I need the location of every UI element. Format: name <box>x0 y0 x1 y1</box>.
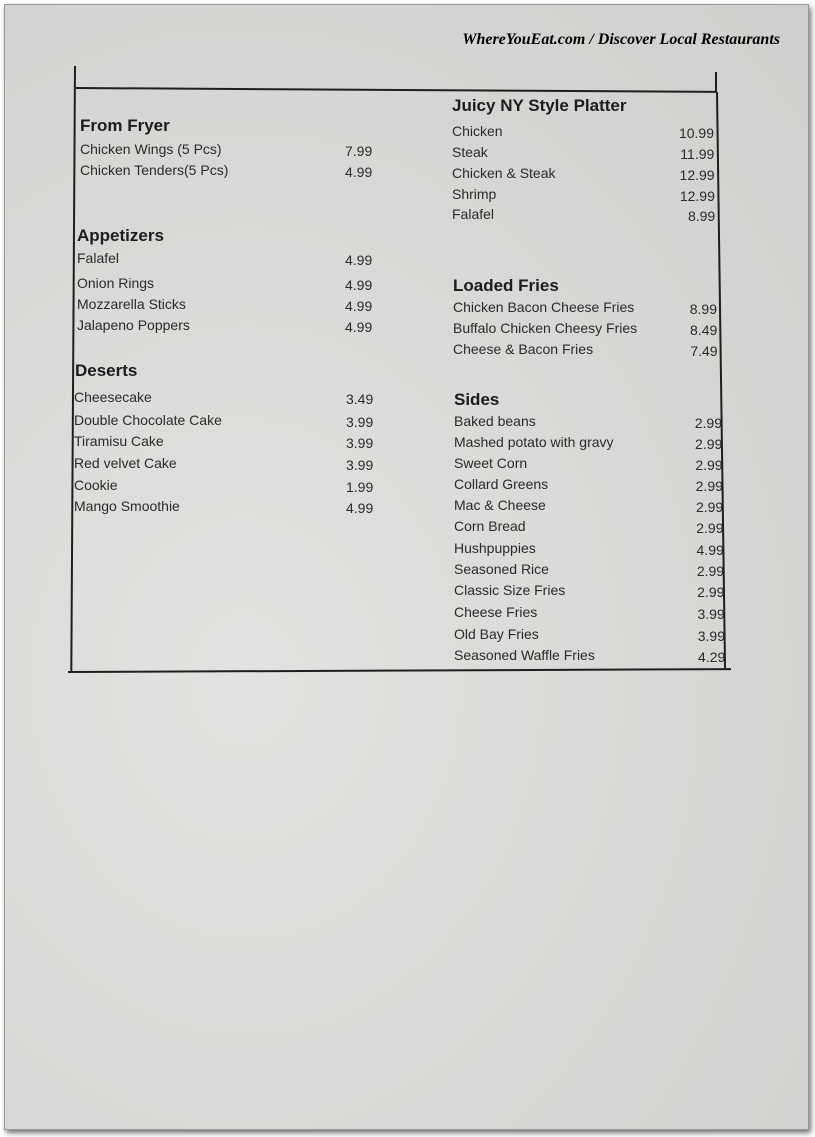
menu-item-name: Cheesecake <box>74 389 152 405</box>
menu-item-name: Red velvet Cake <box>74 455 177 471</box>
menu-item-price: 2.99 <box>695 499 724 515</box>
menu-item-price: 4.99 <box>696 542 724 558</box>
menu-item-name: Old Bay Fries <box>454 626 539 642</box>
menu-item-price: 8.99 <box>687 208 716 224</box>
menu-item-price: 4.99 <box>345 252 373 268</box>
menu-item-price: 2.99 <box>695 478 723 494</box>
section-title: Appetizers <box>77 226 164 245</box>
menu-item-price: 10.99 <box>678 125 714 141</box>
menu-item-name: Steak <box>452 144 488 160</box>
menu-item-name: Chicken Tenders(5 Pcs) <box>80 162 229 178</box>
menu-item-name: Mango Smoothie <box>74 498 180 514</box>
menu-item-price: 4.29 <box>698 649 726 665</box>
menu-item-price: 12.99 <box>679 188 715 204</box>
menu-item-name: Double Chocolate Cake <box>74 412 222 428</box>
menu-item-price: 11.99 <box>680 146 715 162</box>
menu-item-price: 2.99 <box>695 436 723 452</box>
menu-item-price: 8.49 <box>690 322 718 338</box>
menu-item-name: Chicken Bacon Cheese Fries <box>453 299 635 315</box>
section-title: Juicy NY Style Platter <box>452 96 627 115</box>
section-title: Loaded Fries <box>453 276 559 295</box>
menu-item-price: 7.49 <box>690 343 718 359</box>
menu-item-name: Mozzarella Sticks <box>77 296 186 312</box>
menu-item-price: 2.99 <box>695 457 723 473</box>
menu-item-price: 3.99 <box>346 414 374 430</box>
menu-item-name: Shrimp <box>452 186 497 202</box>
menu-item-price: 2.99 <box>694 415 722 431</box>
menu-item-price: 2.99 <box>697 584 725 600</box>
menu-item-name: Seasoned Rice <box>454 561 549 577</box>
menu-item-price: 2.99 <box>696 563 725 579</box>
menu-item-price: 4.99 <box>345 164 373 180</box>
menu-item-name: Hushpuppies <box>454 540 536 556</box>
section-title: From Fryer <box>80 116 170 135</box>
box-right-border <box>715 72 717 92</box>
section-title: Sides <box>454 390 500 409</box>
section-title: Deserts <box>75 361 138 380</box>
menu-item-name: Falafel <box>452 206 495 222</box>
menu-item-name: Seasoned Waffle Fries <box>454 647 595 663</box>
menu-item-name: Chicken Wings (5 Pcs) <box>80 141 222 157</box>
site-watermark: WhereYouEat.com / Discover Local Restaurants <box>462 31 780 48</box>
menu-item-name: Sweet Corn <box>454 455 528 471</box>
menu-item-name: Mashed potato with gravy <box>454 434 614 450</box>
menu-item-price: 3.99 <box>346 457 374 473</box>
menu-item-name: Cheese & Bacon Fries <box>453 341 594 357</box>
menu-item-price: 3.49 <box>346 391 374 407</box>
menu-item-name: Corn Bread <box>454 518 526 534</box>
menu-item-name: Falafel <box>77 250 120 266</box>
menu-item-name: Buffalo Chicken Cheesy Fries <box>453 320 638 336</box>
menu-item-price: 4.99 <box>345 319 373 335</box>
menu-item-price: 1.99 <box>346 479 374 495</box>
menu-item-price: 2.99 <box>696 520 724 536</box>
menu-item-name: Cheese Fries <box>454 604 538 620</box>
menu-item-name: Mac & Cheese <box>454 497 546 513</box>
menu-item-price: 4.99 <box>345 298 373 314</box>
menu-item-name: Classic Size Fries <box>454 582 566 598</box>
menu-item-price: 8.99 <box>689 301 717 317</box>
menu-item-name: Chicken <box>452 123 503 139</box>
menu-item-price: 3.99 <box>697 628 725 644</box>
menu-item-name: Baked beans <box>454 413 536 429</box>
menu-item-price: 3.99 <box>697 606 725 622</box>
menu-item-name: Cookie <box>74 477 118 493</box>
menu-item-price: 3.99 <box>346 435 374 451</box>
menu-item-name: Jalapeno Poppers <box>77 317 190 333</box>
menu-item-price: 12.99 <box>679 167 715 183</box>
menu-item-name: Collard Greens <box>454 476 549 492</box>
menu-item-price: 4.99 <box>346 500 374 516</box>
menu-item-name: Onion Rings <box>77 275 155 291</box>
menu-item-name: Tiramisu Cake <box>74 433 164 449</box>
menu-item-price: 7.99 <box>345 143 373 159</box>
menu-item-price: 4.99 <box>345 277 373 293</box>
menu-item-name: Chicken & Steak <box>452 165 556 181</box>
